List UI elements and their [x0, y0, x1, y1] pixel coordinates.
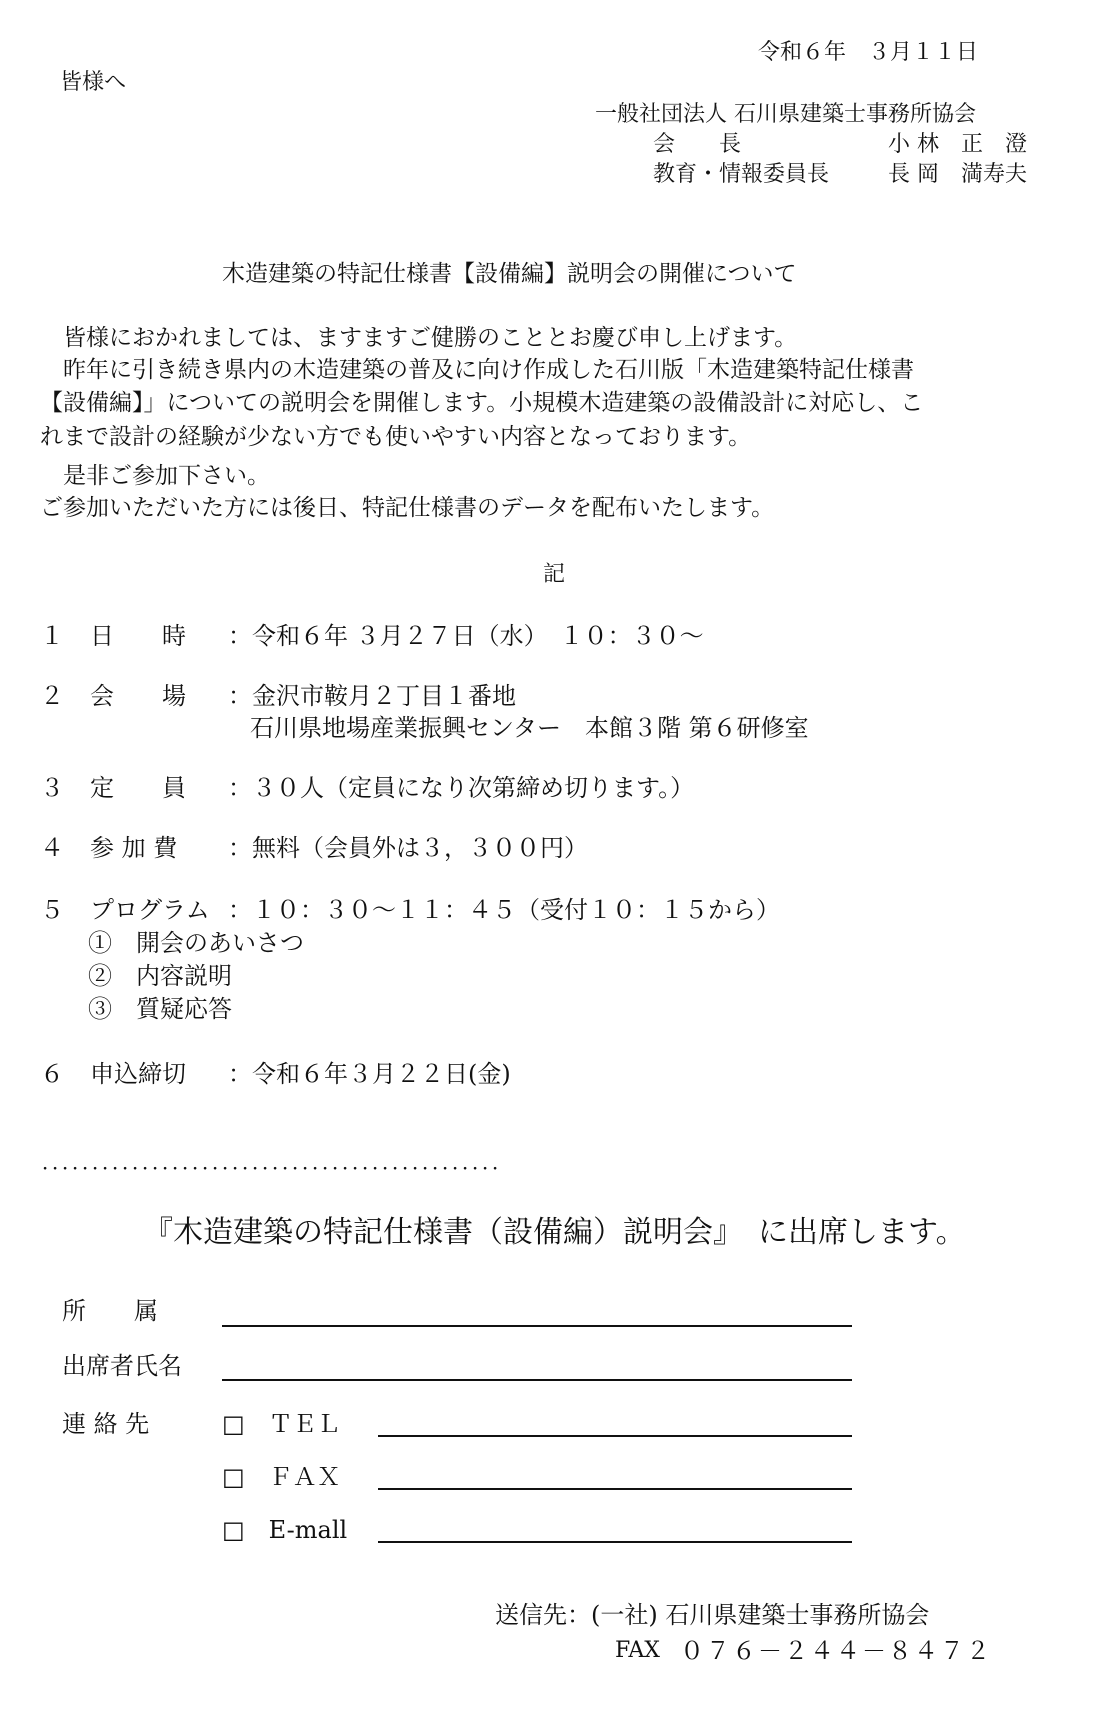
program-step: ③ 質疑応答 [88, 995, 232, 1023]
item-number: ３ [40, 774, 64, 802]
item-label-program: プログラム [90, 896, 210, 924]
item-number: ４ [40, 834, 64, 862]
committee-name: 長 岡 満寿夫 [888, 162, 1027, 187]
body-line: 【設備編】」についての説明会を開催します。小規模木造建築の設備設計に対応し、こ [40, 390, 924, 416]
item-value-deadline: ：令和６年３月２２日(金) [228, 1060, 511, 1088]
fax-checkbox-label[interactable]: □ ＦＡＸ [222, 1463, 341, 1491]
item-label-venue: 会 場 [90, 682, 186, 710]
fax-number: ０７６－２４４－８４７２ [680, 1637, 992, 1665]
document-title: 木造建築の特記仕様書【設備編】説明会の開催について [222, 261, 797, 287]
item-number: ６ [40, 1060, 64, 1088]
addressee: 皆様へ [60, 70, 127, 95]
president-title: 会 長 [653, 132, 742, 157]
affiliation-field[interactable] [222, 1325, 852, 1327]
item-number: １ [40, 622, 64, 650]
item-label-fee: 参 加 費 [90, 834, 178, 862]
item-value-program: ：１０：３０～１１：４５（受付１０：１５から） [228, 896, 780, 924]
form-heading: 『木造建築の特記仕様書（設備編）説明会』 に出席します。 [143, 1215, 966, 1250]
tel-field[interactable] [378, 1435, 852, 1437]
ki-mark: 記 [543, 562, 566, 587]
item-number: ５ [40, 896, 64, 924]
body-line: 皆様におかれましては、ますますご健勝のこととお慶び申し上げます。 [40, 325, 798, 351]
item-label-date: 日 時 [90, 622, 186, 650]
contact-label: 連 絡 先 [62, 1410, 150, 1438]
program-step: ② 内容説明 [88, 962, 232, 990]
date-line: 令和６年 ３月１１日 [758, 40, 979, 65]
item-value-date: ：令和６年 ３月２７日（水） １０：３０～ [228, 622, 704, 650]
item-value-capacity: ：３０人（定員になり次第締め切ります。） [228, 774, 695, 802]
body-line: ご参加いただいた方には後日、特記仕様書のデータを配布いたします。 [40, 495, 775, 521]
tel-checkbox-label[interactable]: □ ＴＥＬ [222, 1410, 341, 1438]
attendee-name-field[interactable] [222, 1379, 852, 1381]
email-field[interactable] [378, 1541, 852, 1543]
committee-title: 教育・情報委員長 [653, 162, 830, 187]
item-number: ２ [40, 682, 64, 710]
body-line: 是非ご参加下さい。 [40, 463, 270, 489]
body-line: れまで設計の経験が少ない方でも使いやすい内容となっております。 [40, 424, 752, 450]
attendee-label: 出席者氏名 [62, 1352, 182, 1380]
item-value-fee: ：無料（会員外は３，３００円） [228, 834, 588, 862]
item-value-venue: ：金沢市鞍月２丁目１番地 [228, 682, 516, 710]
program-step: ① 開会のあいさつ [88, 929, 304, 957]
body-line: 昨年に引き続き県内の木造建築の普及に向け作成した石川版「木造建築特記仕様書 [40, 357, 914, 383]
email-checkbox-label[interactable]: □ E-mall [222, 1516, 348, 1544]
affiliation-label: 所 属 [62, 1297, 158, 1325]
fax-label: FAX [615, 1638, 660, 1663]
president-name: 小 林 正 澄 [888, 132, 1027, 157]
item-label-deadline: 申込締切 [90, 1060, 186, 1088]
cut-line: ．．．．．．．．．．．．．．．．．．．．．．．．．．．．．．．．．．．．．．．．．．．．．． [42, 1150, 512, 1174]
item-label-capacity: 定 員 [90, 774, 186, 802]
send-to: 送信先：(一社) 石川県建築士事務所協会 [495, 1601, 930, 1629]
item-value-venue-2: 石川県地場産業振興センター 本館３階 第６研修室 [250, 714, 809, 742]
fax-field[interactable] [378, 1488, 852, 1490]
sender-organization: 一般社団法人 石川県建築士事務所協会 [595, 102, 976, 127]
